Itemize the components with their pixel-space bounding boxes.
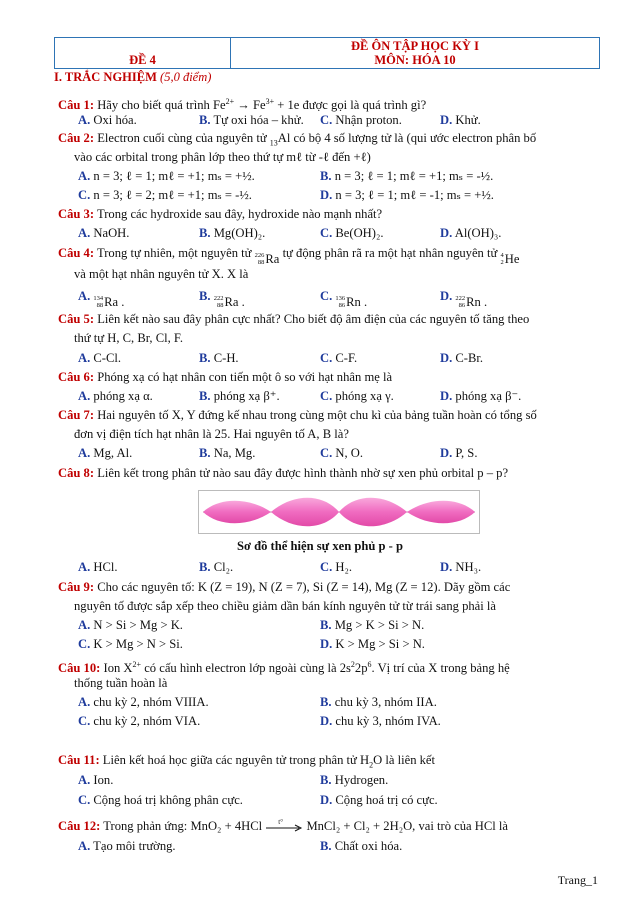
option-text: P, S. (455, 446, 478, 460)
question-number: Câu 7: (58, 408, 95, 422)
q5-option-a[interactable] (78, 349, 121, 368)
option-text: K > Mg > Si > N. (335, 637, 425, 651)
option-key: A. (78, 695, 91, 709)
q2-option-c[interactable] (78, 186, 252, 205)
q6-option-b[interactable] (199, 387, 280, 406)
q12-option-a[interactable] (78, 837, 176, 856)
element-symbol: Rn . (466, 295, 488, 309)
option-key: C. (320, 113, 333, 127)
q2-option-b[interactable] (320, 167, 493, 186)
q10-sup3: 6 (367, 660, 372, 669)
atomic-number: 86 (338, 301, 346, 309)
option-text: Cl₂. (213, 560, 234, 574)
exam-title: ĐỀ ÔN TẬP HỌC KỲ I (351, 39, 479, 53)
orbital-lobe-2 (271, 498, 339, 527)
q3-option-a[interactable] (78, 224, 129, 243)
q4-option-d[interactable] (440, 287, 487, 312)
question-number: Câu 8: (58, 466, 95, 480)
q6-text: Phóng xạ có hạt nhân con tiến một ô so với hạt nhân mẹ là (97, 370, 393, 384)
option-text: chu kỳ 3, nhóm IVA. (335, 714, 441, 728)
q11-text-pre: Liên kết hoá học giữa các nguyên tử trong phân tử H (102, 753, 370, 767)
arrow-right-icon (265, 822, 303, 834)
option-key: D. (440, 113, 453, 127)
option-key: A. (78, 389, 91, 403)
option-key: B. (320, 839, 332, 853)
q3-option-c[interactable] (320, 224, 384, 243)
option-key: C. (320, 289, 333, 303)
option-text: Tự oxi hóa – khử. (213, 113, 304, 127)
option-key: D. (440, 560, 453, 574)
q5-option-c[interactable] (320, 349, 357, 368)
q9-option-d[interactable] (320, 635, 425, 654)
q9-option-a[interactable] (78, 616, 183, 635)
option-key: A. (78, 169, 91, 183)
mass-number: 4 (500, 252, 504, 259)
q10-sup2: 2 (350, 660, 355, 669)
option-key: A. (78, 560, 91, 574)
option-text: n = 3; ℓ = 2; mℓ = +1; mₛ = -½. (93, 188, 252, 202)
option-text: Mg(OH)₂. (213, 226, 266, 240)
orbital-lobe-1 (203, 501, 271, 524)
option-text: n = 3; ℓ = 1; mℓ = +1; mₛ = +½. (93, 169, 255, 183)
option-key: C. (320, 226, 333, 240)
option-text: C-H. (213, 351, 239, 365)
q5-option-b[interactable] (199, 349, 239, 368)
q12-text-post: MnCl₂ + Cl₂ + 2H₂O, vai trò của HCl là (306, 819, 509, 833)
option-text: Cộng hoá trị không phân cực. (93, 793, 243, 807)
option-text: Nhận proton. (335, 113, 402, 127)
q10-option-a[interactable] (78, 693, 209, 712)
q4-option-c[interactable] (320, 287, 367, 312)
option-key: C. (320, 389, 333, 403)
option-key: B. (199, 389, 211, 403)
q9-text: Cho các nguyên tố: K (Z = 19), N (Z = 7), Si (Z = 14), Mg (Z = 12). Dãy gồm các (97, 580, 511, 594)
option-text: Al(OH)₃. (454, 226, 502, 240)
mass-number: 226 (254, 252, 265, 259)
option-text: Mg, Al. (93, 446, 133, 460)
orbital-lobe-3 (339, 498, 407, 527)
option-text: chu kỳ 3, nhóm IIA. (334, 695, 437, 709)
q10-option-b[interactable] (320, 693, 437, 712)
q10-text-pre: Ion X (103, 661, 133, 676)
question-number: Câu 4: (58, 246, 95, 260)
question-12 (58, 817, 598, 836)
option-key: A. (78, 773, 91, 787)
option-text: phóng xạ γ. (335, 389, 394, 403)
q11-option-a[interactable] (78, 771, 113, 790)
option-text: Khử. (455, 113, 481, 127)
q2-line2: vào các orbital trong phân lớp theo thứ tự mℓ từ -ℓ đến +ℓ) (74, 150, 371, 164)
q3-text: Trong các hydroxide sau đây, hydroxide nào mạnh nhất? (96, 207, 383, 221)
question-9 (58, 578, 598, 597)
option-text: Oxi hóa. (93, 113, 137, 127)
q2-sub: 13 (269, 138, 278, 148)
q6-option-d[interactable] (440, 387, 521, 406)
p-orbital-overlap-diagram (199, 491, 479, 533)
q10-line2: thống tuần hoàn là (74, 676, 168, 690)
q4-option-b[interactable] (199, 287, 245, 312)
question-number: Câu 9: (58, 580, 95, 594)
orbital-lobe-4 (407, 501, 475, 524)
option-key: B. (320, 169, 332, 183)
q9-option-c[interactable] (78, 635, 183, 654)
option-text: Cộng hoá trị có cực. (335, 793, 438, 807)
element-symbol: Ra (265, 252, 280, 266)
option-text: C-Cl. (93, 351, 122, 365)
option-text: Ion. (93, 773, 114, 787)
q5-line2: thứ tự H, C, Br, Cl, F. (74, 331, 184, 345)
atomic-number: 88 (216, 301, 224, 309)
option-key: A. (78, 351, 91, 365)
mass-number: 222 (213, 295, 224, 302)
exam-subject: MÔN: HÓA 10 (374, 53, 456, 67)
reaction-arrow (265, 818, 303, 833)
q11-text-post: O là liên kết (373, 753, 436, 767)
q11-sub: 2 (369, 760, 374, 770)
option-key: B. (199, 226, 211, 240)
q6-option-c[interactable] (320, 387, 394, 406)
q10-text-mid2: 2p (354, 661, 368, 676)
element-symbol: He (504, 252, 520, 266)
option-text: phóng xạ α. (93, 389, 153, 403)
option-text: HCl. (93, 560, 118, 574)
option-text: NH₃. (455, 560, 482, 574)
option-key: C. (320, 560, 333, 574)
question-6 (58, 368, 598, 387)
q7-text: Hai nguyên tố X, Y đứng kế nhau trong cùng một chu kì của bảng tuần hoàn có tổng số (97, 408, 537, 422)
option-key: D. (320, 714, 333, 728)
question-number: Câu 2: (58, 131, 95, 145)
p-p-overlap-figure (198, 490, 480, 534)
q2-text-pre: Electron cuối cùng của nguyên tử (97, 131, 270, 145)
option-key: A. (78, 289, 91, 303)
option-key: A. (78, 446, 91, 460)
option-text: phóng xạ β⁻. (455, 389, 522, 403)
option-key: B. (199, 289, 211, 303)
q9-line2: nguyên tố được sắp xếp theo chiều giảm dần bán kính nguyên tử từ trái sang phải là (74, 599, 496, 613)
page-number: Trang_1 (557, 873, 598, 887)
q10-option-d[interactable] (320, 712, 441, 731)
q8-option-b[interactable] (199, 558, 233, 577)
atomic-number: 86 (458, 301, 466, 309)
q7-line2: đơn vị điện tích hạt nhân là 25. Hai nguyên tố A, B là? (74, 427, 349, 441)
option-text: Chất oxi hóa. (334, 839, 403, 853)
q4-text-mid: tự động phân rã ra một hạt nhân nguyên tử (282, 246, 498, 260)
q4-option-a[interactable] (78, 287, 124, 312)
q10-text-post: . Vị trí của X trong bảng hệ (371, 661, 510, 676)
option-key: B. (320, 618, 332, 632)
option-key: D. (320, 637, 333, 651)
q8-option-d[interactable] (440, 558, 481, 577)
q2-option-a[interactable] (78, 167, 255, 186)
question-5 (58, 310, 598, 329)
q1-text-mid: → Fe (234, 98, 266, 113)
question-number: Câu 3: (58, 207, 95, 221)
section-title: I. TRẮC NGHIỆM (54, 70, 157, 84)
option-text: chu kỳ 2, nhóm VIIIA. (93, 695, 209, 709)
q1-option-d[interactable] (440, 111, 481, 130)
question-7 (58, 406, 598, 425)
option-key: C. (78, 793, 91, 807)
option-text: Hydrogen. (334, 773, 389, 787)
question-number: Câu 10: (58, 661, 101, 676)
option-text: Mg > K > Si > N. (334, 618, 425, 632)
q1-option-a[interactable] (78, 111, 137, 130)
header-table (54, 37, 600, 69)
atomic-number: 2 (500, 258, 504, 266)
atomic-number: 88 (257, 258, 265, 266)
option-text: n = 3; ℓ = 1; mℓ = -1; mₛ = +½. (335, 188, 494, 202)
exam-title-cell (231, 38, 599, 68)
q1-text-post: + 1e được gọi là quá trình gì? (274, 98, 427, 113)
q12-text-pre: Trong phản ứng: MnO₂ + 4HCl (103, 819, 263, 833)
option-text: Na, Mg. (213, 446, 256, 460)
q8-text: Liên kết trong phân tử nào sau đây được hình thành nhờ sự xen phủ orbital p – p? (97, 466, 509, 480)
option-text: phóng xạ β⁺. (213, 389, 280, 403)
figure-caption: Sơ đồ thể hiện sự xen phủ p - p (236, 539, 404, 553)
option-text: C-F. (335, 351, 358, 365)
section-points: (5,0 điểm) (160, 70, 212, 84)
option-text: chu kỳ 2, nhóm VIA. (93, 714, 201, 728)
question-number: Câu 6: (58, 370, 95, 384)
q9-option-b[interactable] (320, 616, 424, 635)
element-symbol: Ra . (224, 295, 245, 309)
q2-text-post: Al có bộ 4 số lượng tử là (qui ước electron phân bố (277, 131, 537, 145)
q10-sup1: 2+ (132, 660, 142, 669)
element-symbol: Ra . (104, 295, 125, 309)
mass-number: 134 (93, 295, 104, 302)
q1-option-c[interactable] (320, 111, 402, 130)
q10-option-c[interactable] (78, 712, 200, 731)
option-key: D. (320, 188, 333, 202)
option-key: C. (78, 714, 91, 728)
option-key: B. (199, 351, 211, 365)
mass-number: 136 (335, 295, 346, 302)
option-key: D. (440, 351, 453, 365)
exam-code: ĐỀ 4 (129, 53, 156, 67)
q11-option-c[interactable] (78, 791, 243, 810)
option-text: n = 3; ℓ = 1; mℓ = +1; mₛ = -½. (334, 169, 494, 183)
element-symbol: Rn . (346, 295, 368, 309)
q5-text: Liên kết nào sau đây phân cực nhất? Cho biết độ âm điện của các nguyên tố tăng theo (97, 312, 530, 326)
option-key: B. (199, 560, 211, 574)
option-key: D. (320, 793, 333, 807)
option-text: N, O. (335, 446, 364, 460)
q2-option-d[interactable] (320, 186, 494, 205)
atomic-number: 88 (96, 301, 104, 309)
option-key: D. (440, 389, 453, 403)
q1-option-b[interactable] (199, 111, 304, 130)
question-number: Câu 11: (58, 753, 100, 767)
option-key: A. (78, 113, 91, 127)
option-key: A. (78, 618, 91, 632)
option-text: K > Mg > N > Si. (93, 637, 183, 651)
option-text: C-Br. (455, 351, 484, 365)
q1-sup2: 3+ (265, 97, 275, 106)
q12-option-b[interactable] (320, 837, 402, 856)
option-key: D. (440, 446, 453, 460)
q6-option-a[interactable] (78, 387, 153, 406)
q7-option-a[interactable] (78, 444, 132, 463)
q7-option-d[interactable] (440, 444, 477, 463)
question-number: Câu 1: (58, 98, 95, 113)
q1-sup1: 2+ (225, 97, 235, 106)
option-key: C. (78, 637, 91, 651)
option-text: NaOH. (93, 226, 130, 240)
option-key: B. (320, 695, 332, 709)
q11-option-d[interactable] (320, 791, 438, 810)
option-key: C. (320, 446, 333, 460)
q8-option-c[interactable] (320, 558, 352, 577)
exam-code-cell (55, 38, 231, 68)
q5-option-d[interactable] (440, 349, 483, 368)
option-text: N > Si > Mg > K. (93, 618, 183, 632)
q7-option-b[interactable] (199, 444, 255, 463)
question-3 (58, 205, 598, 224)
section-heading (54, 70, 211, 85)
q10-text-mid: có cấu hình electron lớp ngoài cùng là 2s (141, 661, 351, 676)
option-text: Tạo môi trường. (93, 839, 176, 853)
option-key: A. (78, 839, 91, 853)
q8-option-a[interactable] (78, 558, 118, 577)
option-key: C. (78, 188, 91, 202)
question-8 (58, 464, 598, 483)
q3-option-b[interactable] (199, 224, 265, 243)
option-text: Be(OH)₂. (335, 226, 384, 240)
option-key: A. (78, 226, 91, 240)
q11-option-b[interactable] (320, 771, 388, 790)
option-key: D. (440, 289, 453, 303)
option-text: H₂. (335, 560, 353, 574)
q3-option-d[interactable] (440, 224, 501, 243)
option-key: C. (320, 351, 333, 365)
option-key: B. (199, 113, 211, 127)
option-key: D. (440, 226, 453, 240)
q4-text-pre: Trong tự nhiên, một nguyên tử (96, 246, 252, 260)
q7-option-c[interactable] (320, 444, 363, 463)
option-key: B. (320, 773, 332, 787)
arrow-condition-label: t° (278, 818, 284, 827)
question-number: Câu 12: (58, 819, 101, 833)
mass-number: 222 (455, 295, 466, 302)
q1-text-pre: Hãy cho biết quá trình Fe (97, 98, 226, 113)
question-number: Câu 5: (58, 312, 95, 326)
q4-line2: và một hạt nhân nguyên tử X. X là (74, 267, 249, 281)
option-key: B. (199, 446, 211, 460)
